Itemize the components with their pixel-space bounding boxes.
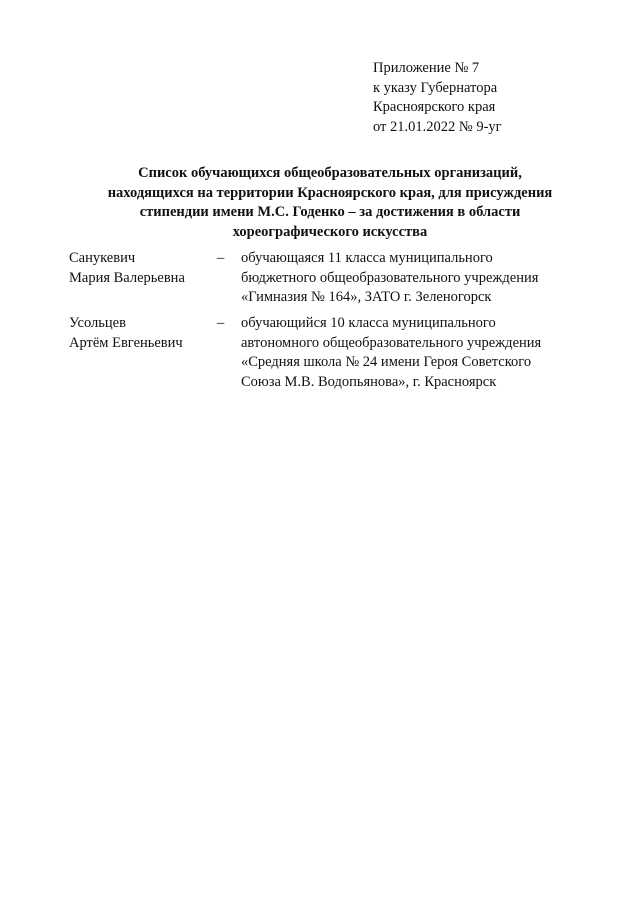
student-surname: Усольцев: [69, 315, 126, 331]
document-title: [60, 164, 600, 242]
annex-decree: к указу Губернатора: [373, 79, 498, 96]
title-line: находящихся на территории Красноярского края, для присуждения: [107, 184, 553, 201]
description-line: обучающаяся 11 класса муниципального: [241, 250, 493, 266]
student-description: [241, 249, 586, 308]
separator-dash: –: [217, 250, 225, 266]
student-given-names: Артём Евгеньевич: [69, 334, 183, 351]
student-name: [69, 249, 219, 288]
title-line: Список обучающихся общеобразовательных организаций,: [138, 165, 522, 181]
student-surname: Санукевич: [69, 250, 136, 266]
description-line: автономного общеобразовательного учреждения: [241, 334, 542, 351]
annex-region: Красноярского края: [373, 99, 496, 115]
annex-date: от 21.01.2022 № 9-уг: [373, 118, 502, 135]
description-line: «Средняя школа № 24 имени Героя Советского: [241, 354, 532, 370]
student-description: [241, 314, 586, 392]
description-line: Союза М.В. Водопьянова», г. Красноярск: [241, 373, 497, 390]
annex-number: Приложение № 7: [373, 60, 480, 76]
description-line: обучающийся 10 класса муниципального: [241, 315, 496, 331]
separator-dash: –: [217, 315, 225, 331]
description-line: бюджетного общеобразовательного учреждения: [241, 269, 539, 286]
student-given-names: Мария Валерьевна: [69, 269, 185, 286]
annex-header: [373, 59, 502, 137]
student-name: [69, 314, 219, 353]
description-line: «Гимназия № 164», ЗАТО г. Зеленогорск: [241, 289, 492, 305]
title-line: стипендии имени М.С. Годенко – за достижения в области: [139, 204, 521, 220]
title-line: хореографического искусства: [232, 223, 428, 240]
